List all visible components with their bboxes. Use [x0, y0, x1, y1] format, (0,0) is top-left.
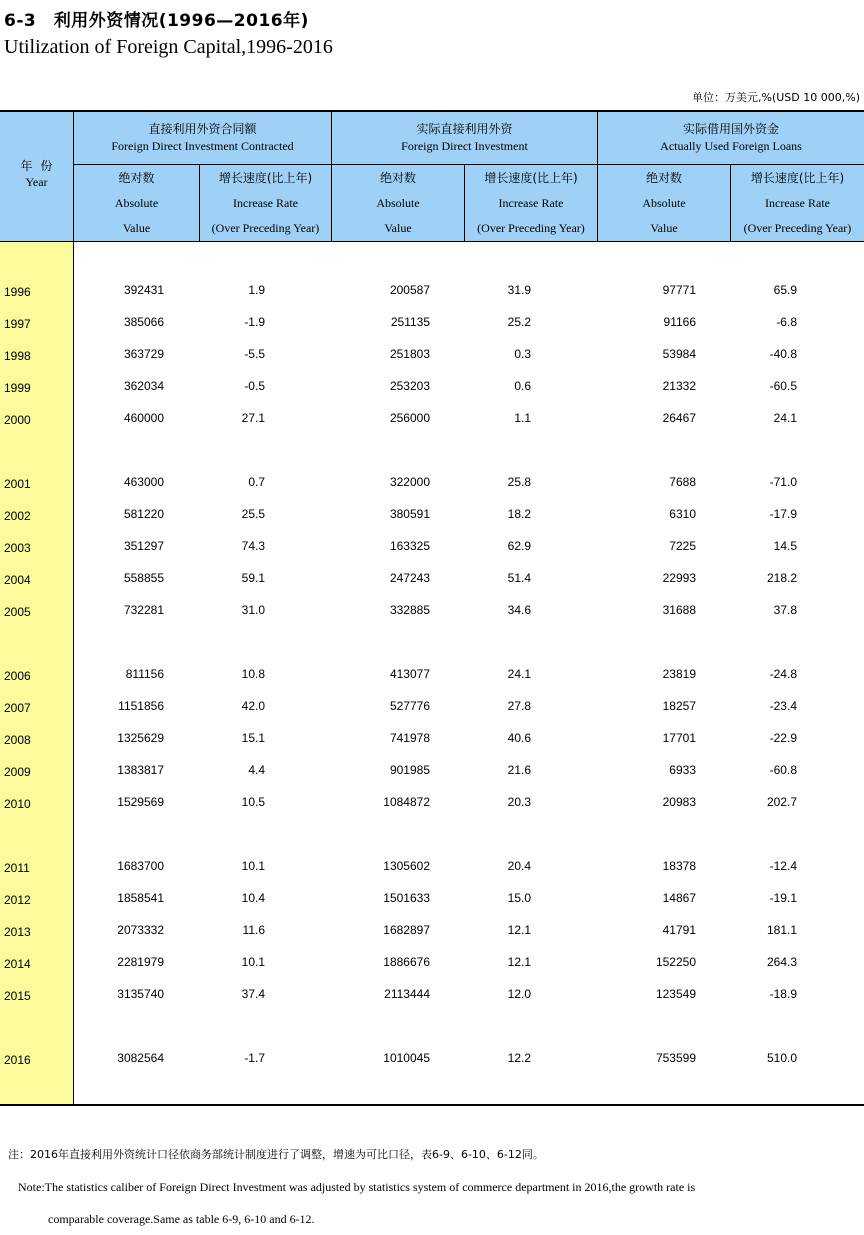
- foreign-loans-value: 53984: [662, 347, 696, 361]
- table-row: [0, 857, 864, 875]
- year-cell: 2016: [4, 1053, 31, 1067]
- group-header-fdi-contracted: [74, 112, 331, 164]
- fdi-contracted-value: 351297: [123, 539, 164, 553]
- fdi-contracted-value: 3135740: [117, 987, 164, 1001]
- subheader-en: (Over Preceding Year): [211, 221, 320, 235]
- fdi-contracted-rate: 31.0: [241, 603, 265, 617]
- fdi-actual-rate: 12.2: [507, 1051, 531, 1065]
- table-row: [0, 409, 864, 427]
- foreign-loans-rate: -60.5: [769, 379, 797, 393]
- foreign-loans-value: 21332: [662, 379, 696, 393]
- fdi-actual-rate: 18.2: [507, 507, 531, 521]
- fdi-actual-value: 253203: [389, 379, 430, 393]
- year-cell: 2001: [4, 477, 31, 491]
- group-header-cn: 直接利用外资合同额: [148, 122, 257, 136]
- year-cell: 2007: [4, 701, 31, 715]
- foreign-loans-rate: -40.8: [769, 347, 797, 361]
- year-cell: 1997: [4, 317, 31, 331]
- fdi-contracted-value: 811156: [125, 667, 164, 681]
- year-cell: 2014: [4, 957, 31, 971]
- foreign-loans-value: 14867: [662, 891, 696, 905]
- foreign-loans-rate: -23.4: [769, 699, 797, 713]
- year-cell: 2002: [4, 509, 31, 523]
- subheader-cn: 增长速度(比上年): [218, 171, 313, 185]
- subheader-en: Value: [122, 221, 151, 235]
- header-bottom-line: [0, 241, 864, 242]
- table-row: [0, 569, 864, 587]
- fdi-actual-rate: 25.8: [507, 475, 531, 489]
- fdi-actual-value: 1084872: [383, 795, 430, 809]
- foreign-loans-value: 23819: [662, 667, 696, 681]
- fdi-actual-rate: 21.6: [507, 763, 531, 777]
- table-row: [0, 537, 864, 555]
- fdi-contracted-value: 558855: [123, 571, 164, 585]
- year-cell: 2015: [4, 989, 31, 1003]
- foreign-loans-rate: -19.1: [769, 891, 797, 905]
- foreign-loans-rate: -17.9: [769, 507, 797, 521]
- fdi-contracted-rate: 0.7: [248, 475, 265, 489]
- fdi-actual-value: 527776: [389, 699, 430, 713]
- foreign-loans-rate: -6.8: [776, 315, 797, 329]
- foreign-loans-value: 7688: [669, 475, 696, 489]
- foreign-loans-value: 22993: [662, 571, 696, 585]
- fdi-actual-rate: 12.1: [507, 955, 531, 969]
- unit-label: 单位：万美元,%(USD 10 000,%): [692, 91, 860, 104]
- table-row: [0, 985, 864, 1003]
- year-cell: 2012: [4, 893, 31, 907]
- fdi-contracted-value: 1383817: [117, 763, 164, 777]
- table-row: [0, 313, 864, 331]
- group-header-en: Foreign Direct Investment: [401, 139, 528, 153]
- fdi-actual-value: 380591: [389, 507, 430, 521]
- fdi-contracted-value: 1151856: [118, 699, 164, 713]
- fdi-contracted-value: 460000: [123, 411, 164, 425]
- fdi-actual-value: 200587: [389, 283, 430, 297]
- fdi-actual-value: 901985: [389, 763, 430, 777]
- fdi-actual-value: 256000: [389, 411, 430, 425]
- fdi-contracted-rate: 4.4: [248, 763, 265, 777]
- fdi-contracted-rate: 25.5: [241, 507, 265, 521]
- fdi-actual-value: 1010045: [383, 1051, 430, 1065]
- fdi-contracted-rate: -5.5: [244, 347, 265, 361]
- foreign-loans-rate: 181.1: [766, 923, 797, 937]
- fdi-actual-value: 163325: [389, 539, 430, 553]
- table-row: [0, 377, 864, 395]
- subheader-cn: 绝对数: [645, 171, 682, 185]
- group-header-foreign-loans: [598, 112, 864, 164]
- table-row: [0, 921, 864, 939]
- year-cell: 1998: [4, 349, 31, 363]
- foreign-loans-value: 91166: [663, 315, 696, 329]
- subheader-cn: 绝对数: [118, 171, 155, 185]
- subheader-rate-1: [200, 165, 331, 241]
- note-en-line2: comparable coverage.Same as table 6-9, 6-10 and 6-12.: [48, 1212, 315, 1226]
- year-cell: 2005: [4, 605, 31, 619]
- fdi-contracted-rate: -0.5: [244, 379, 265, 393]
- fdi-contracted-value: 392431: [123, 283, 164, 297]
- foreign-loans-value: 152250: [655, 955, 696, 969]
- subheader-en: Increase Rate: [498, 196, 564, 210]
- fdi-contracted-value: 362034: [123, 379, 164, 393]
- foreign-loans-rate: 24.1: [773, 411, 797, 425]
- year-cell: 2011: [4, 861, 30, 875]
- fdi-actual-rate: 51.4: [507, 571, 531, 585]
- foreign-loans-value: 41791: [662, 923, 696, 937]
- foreign-loans-value: 26467: [662, 411, 696, 425]
- fdi-actual-rate: 20.3: [507, 795, 531, 809]
- page-title-en: Utilization of Foreign Capital,1996-2016: [4, 36, 333, 58]
- fdi-actual-value: 251135: [390, 315, 430, 329]
- subheader-en: Increase Rate: [765, 196, 830, 210]
- fdi-actual-rate: 62.9: [507, 539, 531, 553]
- group-header-cn: 实际借用国外资金: [682, 122, 779, 136]
- fdi-actual-value: 1501633: [383, 891, 430, 905]
- subheader-en: Increase Rate: [233, 196, 298, 210]
- fdi-contracted-value: 3082564: [117, 1051, 164, 1065]
- foreign-loans-rate: -24.8: [769, 667, 797, 681]
- year-cell: 2003: [4, 541, 31, 555]
- table-row: [0, 697, 864, 715]
- note-en-line1: Note:The statistics caliber of Foreign Direct Investment was adjusted by statistics system of commerce department in 2016,the growth rate is: [18, 1180, 696, 1194]
- fdi-contracted-rate: 10.5: [241, 795, 265, 809]
- fdi-actual-value: 1886676: [383, 955, 430, 969]
- year-cell: 2010: [4, 797, 31, 811]
- table-row: [0, 953, 864, 971]
- fdi-actual-rate: 40.6: [507, 731, 531, 745]
- fdi-actual-value: 322000: [389, 475, 430, 489]
- table-row: [0, 729, 864, 747]
- fdi-contracted-rate: 10.1: [241, 859, 265, 873]
- table-row: [0, 601, 864, 619]
- fdi-contracted-rate: 11.6: [242, 923, 265, 937]
- fdi-contracted-rate: 15.1: [241, 731, 265, 745]
- fdi-contracted-value: 1683700: [117, 859, 164, 873]
- foreign-loans-rate: 510.0: [766, 1051, 797, 1065]
- fdi-actual-rate: 0.6: [514, 379, 531, 393]
- foreign-loans-value: 20983: [662, 795, 696, 809]
- fdi-actual-rate: 20.4: [507, 859, 531, 873]
- year-cell: 1999: [4, 381, 31, 395]
- fdi-contracted-value: 463000: [123, 475, 164, 489]
- fdi-actual-value: 741978: [389, 731, 430, 745]
- table-row: [0, 889, 864, 907]
- fdi-actual-rate: 27.8: [507, 699, 531, 713]
- fdi-contracted-rate: 10.1: [241, 955, 265, 969]
- group-header-en: Actually Used Foreign Loans: [660, 139, 802, 153]
- fdi-contracted-value: 1529569: [117, 795, 164, 809]
- subheader-en: (Over Preceding Year): [477, 221, 585, 235]
- table-row: [0, 761, 864, 779]
- subheader-cn: 增长速度(比上年): [750, 171, 845, 185]
- subheader-absolute-3: [598, 165, 730, 241]
- fdi-actual-rate: 34.6: [507, 603, 531, 617]
- year-cell: 2013: [4, 925, 31, 939]
- subheader-rate-3: [731, 165, 864, 241]
- fdi-contracted-value: 363729: [123, 347, 164, 361]
- table-bottom-border: [0, 1104, 864, 1106]
- table-row: [0, 793, 864, 811]
- subheader-absolute-2: [332, 165, 464, 241]
- fdi-contracted-value: 581220: [123, 507, 164, 521]
- foreign-loans-rate: -18.9: [769, 987, 797, 1001]
- fdi-actual-value: 251803: [389, 347, 430, 361]
- fdi-contracted-rate: 37.4: [241, 987, 265, 1001]
- subheader-rate-2: [465, 165, 597, 241]
- foreign-loans-rate: 65.9: [773, 283, 797, 297]
- foreign-loans-rate: -71.0: [769, 475, 797, 489]
- subheader-en: Absolute: [114, 196, 159, 210]
- fdi-actual-value: 413077: [389, 667, 430, 681]
- fdi-contracted-value: 2281979: [117, 955, 164, 969]
- subheader-en: Absolute: [642, 196, 686, 210]
- fdi-actual-value: 332885: [389, 603, 430, 617]
- fdi-actual-rate: 25.2: [507, 315, 531, 329]
- fdi-contracted-value: 1858541: [117, 891, 164, 905]
- group-header-en: Foreign Direct Investment Contracted: [111, 139, 294, 153]
- year-cell: 2000: [4, 413, 31, 427]
- foreign-loans-rate: 37.8: [773, 603, 797, 617]
- fdi-actual-rate: 12.1: [507, 923, 531, 937]
- table-row: [0, 473, 864, 491]
- fdi-contracted-value: 2073332: [117, 923, 164, 937]
- fdi-actual-rate: 0.3: [514, 347, 531, 361]
- year-cell: 2009: [4, 765, 31, 779]
- fdi-contracted-rate: 74.3: [241, 539, 265, 553]
- table-row: [0, 1049, 864, 1067]
- table-row: [0, 665, 864, 683]
- foreign-loans-rate: 202.7: [766, 795, 797, 809]
- note-cn: 注：2016年直接利用外资统计口径依商务部统计制度进行了调整，增速为可比口径，表6-9、6-10、6-12同。: [8, 1148, 544, 1161]
- foreign-loans-rate: -60.8: [769, 763, 797, 777]
- foreign-loans-rate: 218.2: [766, 571, 797, 585]
- foreign-loans-rate: 14.5: [773, 539, 797, 553]
- subheader-absolute-1: [74, 165, 199, 241]
- year-cell: 2004: [4, 573, 31, 587]
- fdi-contracted-rate: 10.8: [241, 667, 265, 681]
- subheader-cn: 增长速度(比上年): [484, 171, 578, 185]
- foreign-loans-value: 123549: [655, 987, 696, 1001]
- fdi-actual-rate: 12.0: [507, 987, 531, 1001]
- fdi-contracted-rate: -1.7: [244, 1051, 265, 1065]
- subheader-en: (Over Preceding Year): [743, 221, 852, 235]
- foreign-loans-rate: -22.9: [769, 731, 797, 745]
- fdi-contracted-value: 732281: [123, 603, 164, 617]
- foreign-loans-value: 18378: [662, 859, 696, 873]
- foreign-loans-value: 7225: [669, 539, 696, 553]
- table-row: [0, 281, 864, 299]
- fdi-contracted-value: 1325629: [117, 731, 164, 745]
- fdi-actual-value: 1682897: [383, 923, 430, 937]
- foreign-loans-value: 17701: [662, 731, 696, 745]
- group-header-fdi-actual: [332, 112, 597, 164]
- page-title-cn: 6-3 利用外资情况(1996—2016年): [4, 11, 309, 31]
- fdi-actual-rate: 24.1: [507, 667, 531, 681]
- subheader-en: Absolute: [376, 196, 420, 210]
- fdi-contracted-rate: -1.9: [244, 315, 265, 329]
- fdi-contracted-rate: 1.9: [248, 283, 265, 297]
- subheader-en: Value: [650, 221, 678, 235]
- foreign-loans-value: 6933: [669, 763, 696, 777]
- year-header-en: Year: [25, 175, 48, 189]
- year-cell: 1996: [4, 285, 31, 299]
- foreign-loans-value: 6310: [669, 507, 696, 521]
- subheader-en: Value: [384, 221, 412, 235]
- fdi-actual-value: 247243: [389, 571, 430, 585]
- year-header: [0, 158, 73, 190]
- year-cell: 2006: [4, 669, 31, 683]
- foreign-loans-value: 753599: [655, 1051, 696, 1065]
- fdi-actual-rate: 31.9: [507, 283, 531, 297]
- fdi-actual-value: 2113444: [384, 987, 430, 1001]
- fdi-actual-rate: 1.1: [514, 411, 531, 425]
- fdi-contracted-rate: 59.1: [241, 571, 265, 585]
- year-header-cn: 年份: [20, 159, 61, 173]
- fdi-contracted-rate: 27.1: [241, 411, 265, 425]
- table-row: [0, 505, 864, 523]
- year-cell: 2008: [4, 733, 31, 747]
- subheader-cn: 绝对数: [379, 171, 416, 185]
- fdi-actual-value: 1305602: [383, 859, 430, 873]
- fdi-contracted-rate: 10.4: [241, 891, 265, 905]
- fdi-actual-rate: 15.0: [507, 891, 531, 905]
- foreign-loans-rate: -12.4: [769, 859, 797, 873]
- table-row: [0, 345, 864, 363]
- group-header-cn: 实际直接利用外资: [416, 122, 513, 136]
- fdi-contracted-rate: 42.0: [241, 699, 265, 713]
- foreign-loans-value: 31688: [662, 603, 696, 617]
- foreign-loans-value: 97771: [662, 283, 696, 297]
- fdi-contracted-value: 385066: [123, 315, 164, 329]
- foreign-loans-rate: 264.3: [766, 955, 797, 969]
- foreign-loans-value: 18257: [662, 699, 696, 713]
